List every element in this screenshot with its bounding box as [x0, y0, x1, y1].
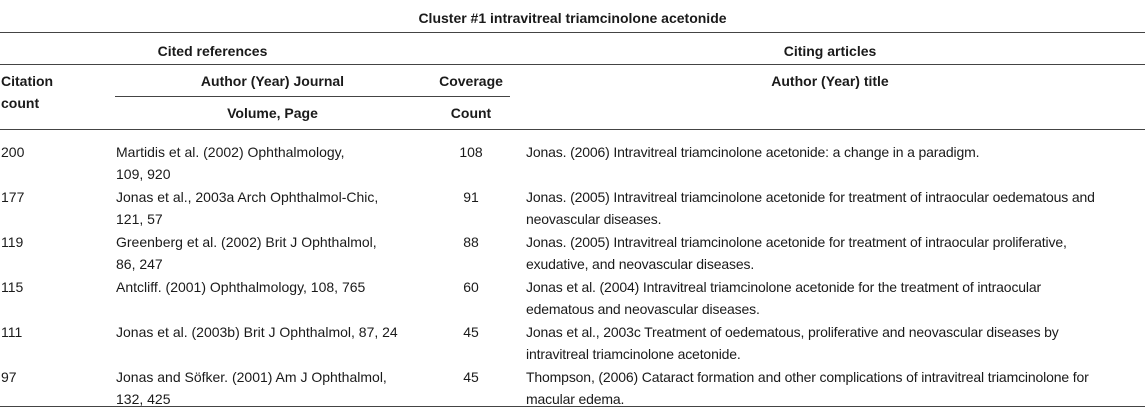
author-year-journal-header: Author (Year) Journal — [200, 73, 345, 89]
citation-count-header-line1: Citation — [1, 73, 54, 89]
citing-line: Jonas. (2005) Intravitreal triamcinolone acetonide for treatment of intraocular proliferative, — [526, 234, 1067, 250]
header-divider-top — [0, 64, 1145, 65]
citing-article-cell — [526, 231, 1144, 275]
table-row — [0, 186, 1145, 231]
coverage-count-cell: 108 — [459, 144, 483, 160]
citation-count-header — [1, 70, 101, 114]
coverage-count-cell: 60 — [463, 279, 479, 295]
reference-line: 109, 920 — [116, 166, 171, 182]
reference-line: Jonas et al., 2003a Arch Ophthalmol-Chic, — [116, 189, 379, 205]
reference-line: Antcliff. (2001) Ophthalmology, 108, 765 — [116, 279, 366, 295]
reference-line: 132, 425 — [116, 391, 171, 407]
citation-count-cell: 115 — [1, 279, 24, 295]
coverage-header: Coverage — [439, 73, 503, 89]
reference-cell — [116, 186, 436, 230]
coverage-count-cell: 91 — [463, 189, 479, 205]
reference-line: Jonas et al. (2003b) Brit J Ophthalmol, 87, 24 — [116, 324, 398, 340]
author-year-title-header: Author (Year) title — [771, 73, 889, 89]
table-row — [0, 321, 1145, 366]
citing-article-cell — [526, 321, 1144, 365]
citing-line: macular edema. — [526, 391, 625, 407]
citing-line: Jonas. (2005) Intravitreal triamcinolone acetonide for treatment of intraocular oedematous and — [526, 189, 1095, 205]
reference-cell — [116, 366, 436, 410]
reference-cell — [116, 141, 436, 185]
citation-count-cell: 177 — [1, 189, 25, 205]
reference-line: 121, 57 — [116, 211, 163, 227]
volume-page-header: Volume, Page — [227, 105, 318, 121]
table-body — [0, 141, 1145, 411]
citing-article-cell — [526, 141, 1144, 163]
citation-count-header-line2: count — [1, 95, 40, 111]
citing-line: Jonas et al. (2004) Intravitreal triamcinolone acetonide for the treatment of intraocular — [526, 279, 1042, 295]
table-row — [0, 366, 1145, 411]
citation-count-cell: 200 — [1, 144, 25, 160]
reference-line: Martidis et al. (2002) Ophthalmology, — [116, 144, 345, 160]
citation-count-cell: 119 — [1, 234, 24, 250]
citing-article-cell — [526, 186, 1144, 230]
reference-line: Greenberg et al. (2002) Brit J Ophthalmol, — [116, 234, 377, 250]
table-title: Cluster #1 intravitreal triamcinolone acetonide — [0, 0, 1145, 33]
reference-line: Jonas and Söfker. (2001) Am J Ophthalmol, — [116, 369, 387, 385]
reference-cell — [116, 276, 436, 298]
cited-references-header: Cited references — [157, 43, 268, 59]
header-divider-bottom — [0, 129, 1145, 130]
reference-line: 86, 247 — [116, 256, 163, 272]
citation-count-cell: 97 — [1, 369, 17, 385]
table-row — [0, 276, 1145, 321]
subheader-divider — [115, 96, 510, 97]
citing-line: intravitreal triamcinolone acetonide. — [526, 346, 741, 362]
citation-count-cell: 111 — [1, 324, 23, 340]
citing-article-cell — [526, 366, 1144, 410]
citing-line: edematous and neovascular diseases. — [526, 301, 760, 317]
citing-line: Jonas et al., 2003c Treatment of oedematous, proliferative and neovascular diseases by — [526, 324, 1059, 340]
citing-line: Jonas. (2006) Intravitreal triamcinolone acetonide: a change in a paradigm. — [526, 144, 980, 160]
citing-line: exudative, and neovascular diseases. — [526, 256, 755, 272]
citing-articles-header: Citing articles — [783, 43, 877, 59]
reference-cell — [116, 321, 436, 343]
table-row — [0, 231, 1145, 276]
coverage-count-cell: 45 — [463, 324, 479, 340]
table-row — [0, 141, 1145, 186]
reference-cell — [116, 231, 436, 275]
coverage-count-cell: 88 — [463, 234, 479, 250]
citing-line: Thompson, (2006) Cataract formation and other complications of intravitreal triamcinolone for — [526, 369, 1089, 385]
citing-article-cell — [526, 276, 1144, 320]
citing-line: neovascular diseases. — [526, 211, 662, 227]
coverage-count-header: Count — [450, 105, 492, 121]
coverage-count-cell: 45 — [463, 369, 479, 385]
